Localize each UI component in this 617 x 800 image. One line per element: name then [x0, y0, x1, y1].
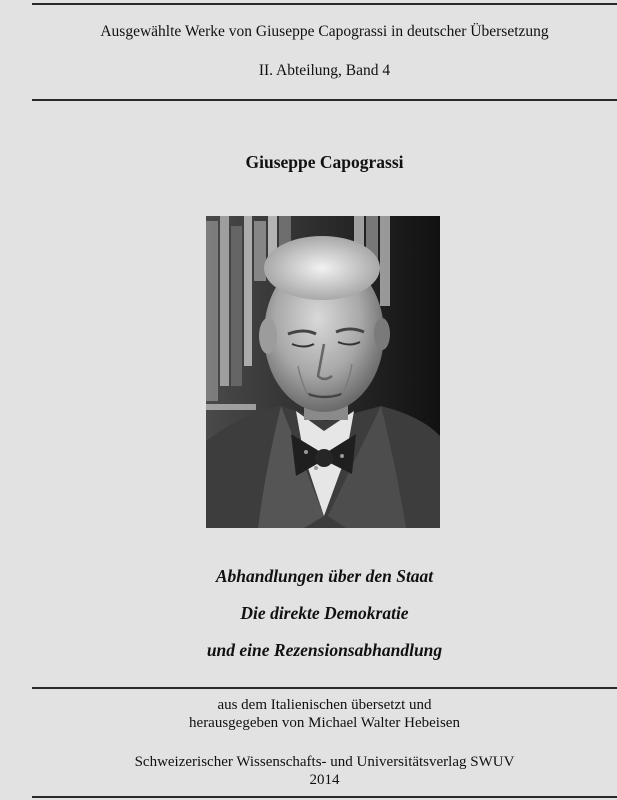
- work-title-3: und eine Rezensionsabhandlung: [206, 640, 443, 660]
- author-name: Giuseppe Capograssi: [245, 152, 404, 172]
- publisher-name: Schweizerischer Wissenschafts- und Universitätsverlag SWUV: [134, 754, 515, 770]
- top-rule: [32, 3, 617, 5]
- footer-divider: [32, 687, 617, 689]
- series-title: Ausgewählte Werke von Giuseppe Capograssi in deutscher Übersetzung: [100, 23, 549, 40]
- series-band: II. Abteilung, Band 4: [258, 62, 391, 79]
- bottom-rule: [32, 796, 617, 798]
- work-title-1: Abhandlungen über den Staat: [215, 566, 434, 586]
- header-divider: [32, 99, 617, 101]
- publication-year: 2014: [309, 772, 340, 788]
- author-portrait-photo: [206, 216, 440, 528]
- translation-credit-line-1: aus dem Italienischen übersetzt und: [217, 697, 432, 713]
- work-title-2: Die direkte Demokratie: [240, 603, 409, 623]
- translation-credit-line-2: herausgegeben von Michael Walter Hebeisen: [189, 715, 460, 731]
